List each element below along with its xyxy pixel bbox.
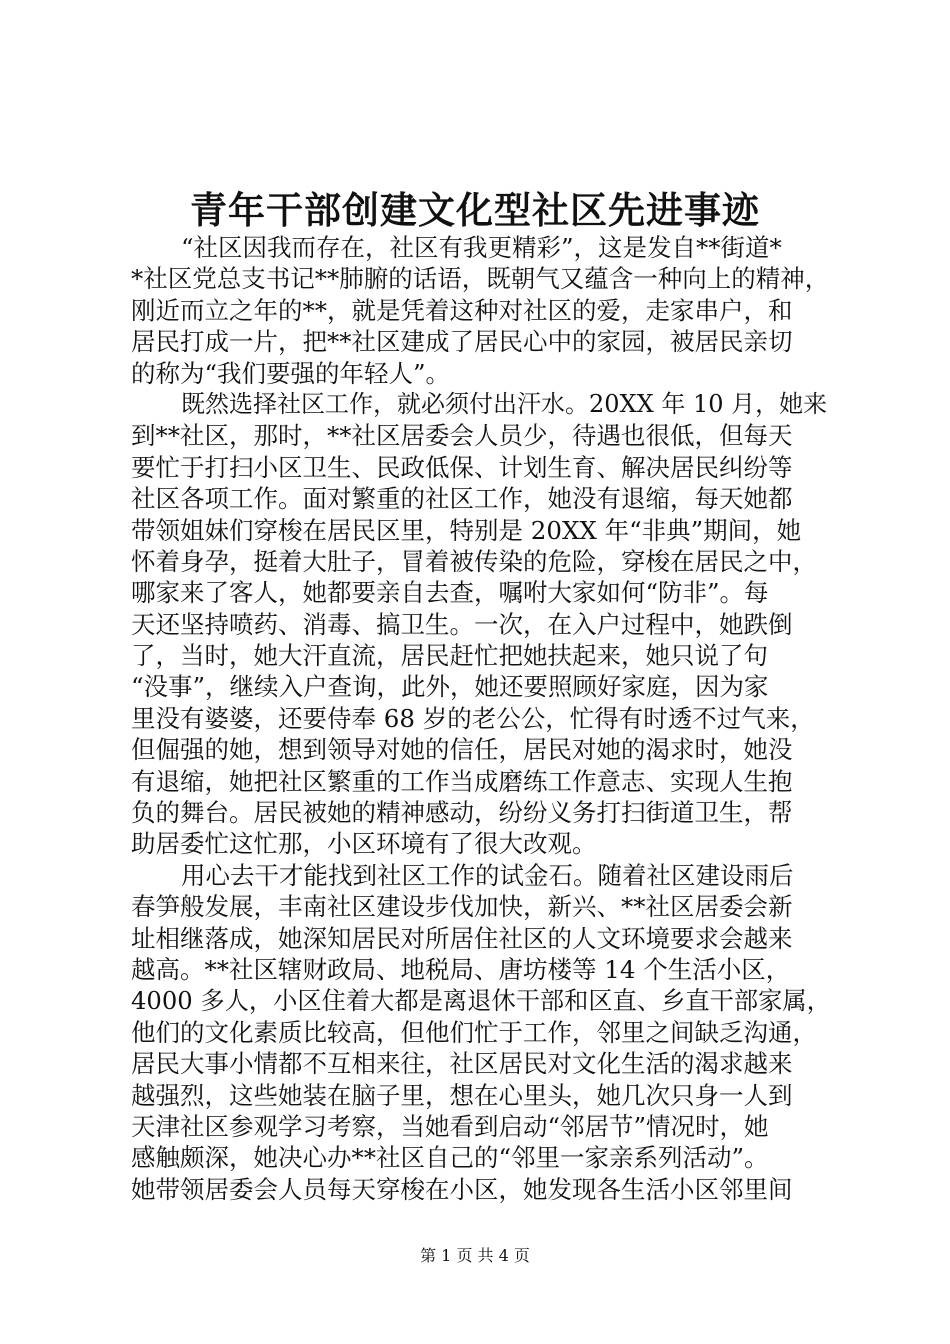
text-line: 址相继落成，她深知居民对所居住社区的人文环境要求会越来 bbox=[131, 923, 793, 953]
text-line: *社区党总支书记**肺腑的话语，既朝气又蕴含一种向上的精神， bbox=[131, 264, 830, 294]
text-line: 越高。**社区辖财政局、地税局、唐坊楼等 14 个生活小区， bbox=[131, 954, 791, 984]
text-line: 到**社区，那时，**社区居委会人员少，待遇也很低，但每天 bbox=[131, 421, 793, 451]
text-line: 4000 多人，小区住着大都是离退休干部和区直、乡直干部家属， bbox=[131, 986, 831, 1016]
text-line: 有退缩，她把社区繁重的工作当成磨练工作意志、实现人生抱 bbox=[131, 766, 793, 796]
text-line: 助居委忙这忙那，小区环境有了很大改观。 bbox=[131, 829, 597, 859]
text-line: 怀着身孕，挺着大肚子，冒着被传染的危险，穿梭在居民之中， bbox=[131, 546, 817, 576]
text-line: 他们的文化素质比较高，但他们忙于工作，邻里之间缺乏沟通， bbox=[131, 1017, 817, 1047]
text-line: 带领姐妹们穿梭在居民区里，特别是 20XX 年“非典”期间，她 bbox=[131, 515, 802, 545]
document-body bbox=[131, 232, 831, 1205]
text-line: 春笋般发展，丰南社区建设步伐加快，新兴、**社区居委会新 bbox=[131, 892, 793, 922]
text-line: 要忙于打扫小区卫生、民政低保、计划生育、解决居民纠纷等 bbox=[131, 452, 793, 482]
text-line: 居民大事小情都不互相来往，社区居民对文化生活的渴求越来 bbox=[131, 1049, 793, 1079]
text-line: 负的舞台。居民被她的精神感动，纷纷义务打扫街道卫生，帮 bbox=[131, 798, 793, 828]
text-line: 感触颇深，她决心办**社区自己的“邻里一家亲系列活动”。 bbox=[131, 1143, 769, 1173]
text-line: 但倔强的她，想到领导对她的信任，居民对她的渴求时，她没 bbox=[131, 735, 793, 765]
page-footer: 第 1 页 共 4 页 bbox=[420, 1246, 530, 1265]
text-line: 居民打成一片，把**社区建成了居民心中的家园，被居民亲切 bbox=[131, 327, 793, 357]
text-line: 她带领居委会人员每天穿梭在小区，她发现各生活小区邻里间 bbox=[131, 1174, 793, 1204]
text-line: 社区各项工作。面对繁重的社区工作，她没有退缩，每天她都 bbox=[131, 484, 793, 514]
text-line: 里没有婆婆，还要侍奉 68 岁的老公公，忙得有时透不过气来， bbox=[131, 703, 815, 733]
text-line: 用心去干才能找到社区工作的试金石。随着社区建设雨后 bbox=[181, 860, 794, 890]
text-line: 的称为“我们要强的年轻人”。 bbox=[131, 358, 451, 388]
text-line: “社区因我而存在，社区有我更精彩”，这是发自**街道* bbox=[181, 233, 782, 262]
text-line: 越强烈，这些她装在脑子里，想在心里头，她几次只身一人到 bbox=[131, 1080, 793, 1110]
text-line: 哪家来了客人，她都要亲自去查，嘱咐大家如何“防非”。每 bbox=[131, 578, 769, 608]
text-line: 了，当时，她大汗直流，居民赶忙把她扶起来，她只说了句 bbox=[131, 641, 768, 671]
text-line: 天还坚持喷药、消毒、搞卫生。一次，在入户过程中，她跌倒 bbox=[131, 609, 793, 639]
text-line: “没事”，继续入户查询，此外，她还要照顾好家庭，因为家 bbox=[131, 672, 769, 702]
text-line: 天津社区参观学习考察，当她看到启动“邻居节”情况时，她 bbox=[131, 1111, 769, 1141]
text-line: 刚近而立之年的**，就是凭着这种对社区的爱，走家串户，和 bbox=[131, 295, 793, 325]
text-line: 既然选择社区工作，就必须付出汗水。20XX 年 10 月，她来 bbox=[181, 389, 828, 418]
document-title: 青年干部创建文化型社区先进事迹 bbox=[190, 188, 760, 232]
